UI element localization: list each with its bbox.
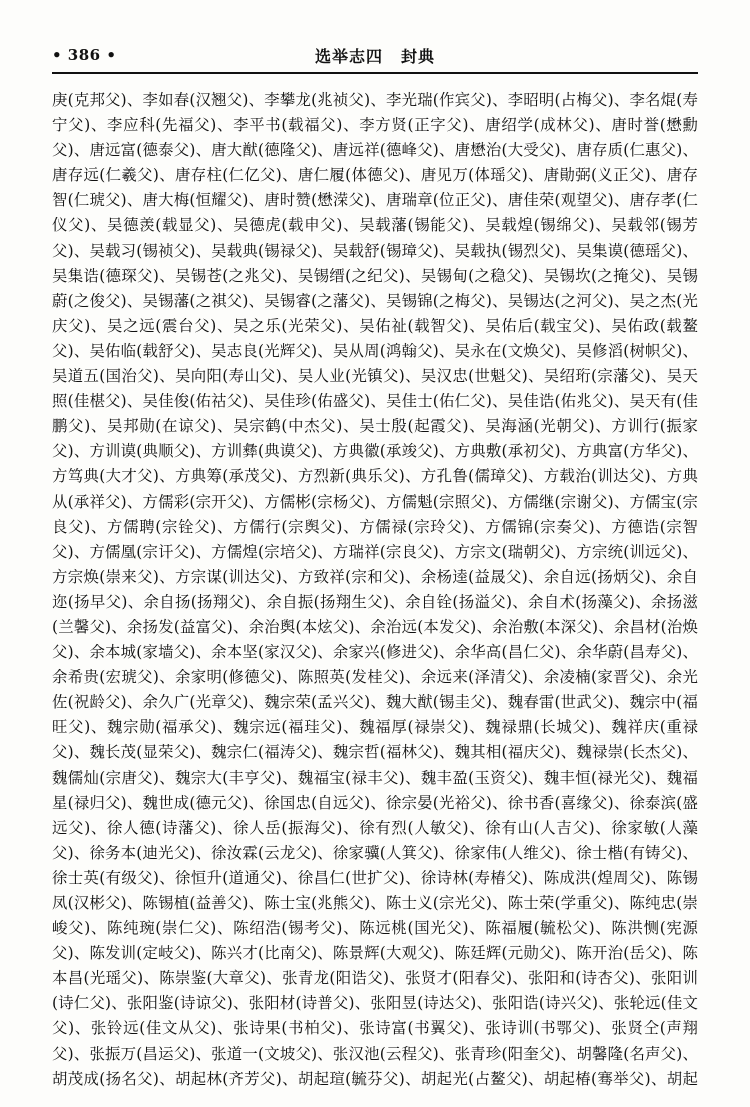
text-line: 唐存远(仁羲父)、唐存柱(仁亿父)、唐仁履(体德父)、唐见万(体瑶父)、唐勛弼(义正父)、唐存 — [52, 166, 698, 185]
text-line: 鹏父)、吴邦勋(在谅父)、吴宗鹤(中杰父)、吴士殷(起霞父)、吴海涵(光朝父)、方训行(振家 — [52, 417, 698, 436]
running-title — [52, 44, 698, 67]
text-line: 蔚(之俊父)、吴锡藩(之祺父)、吴锡睿(之藩父)、吴锡锦(之梅父)、吴锡达(之河父)、吴之杰(光 — [52, 291, 698, 310]
text-line: 父)、方儒凰(宗讦父)、方儒煌(宗培父)、方瑞祥(宗良父)、方宗文(瑞朝父)、方宗统(训远父)、 — [52, 542, 698, 561]
text-line: 宁父)、李应科(先福父)、李平书(载福父)、李方贤(正字父)、唐绍学(成林父)、唐时誉(懋勳 — [52, 116, 698, 135]
text-line: (诗仁父)、张阳鉴(诗谅父)、张阳材(诗普父)、张阳昱(诗达父)、张阳诰(诗兴父)、张轮远(佳文 — [52, 994, 698, 1013]
text-line: 旺父)、魏宗勋(福承父)、魏宗远(福珪父)、魏福厚(禄崇父)、魏禄鼎(长城父)、魏祥庆(重禄 — [52, 718, 698, 737]
text-line: 仪父)、吴德羡(载显父)、吴德虎(载申父)、吴载藩(锡能父)、吴载煌(锡绵父)、吴载邻(锡芳 — [52, 216, 698, 235]
text-line: 庚(克邦父)、李如春(汉翘父)、李攀龙(兆祯父)、李光瑞(作宾父)、李昭明(占梅父)、李名焜(寿 — [52, 91, 698, 109]
text-line: 父)、吴佑临(载舒父)、吴志良(光辉父)、吴从周(鸿翰父)、吴永在(文焕父)、吴修滔(树帜父)、 — [52, 341, 698, 360]
text-line: 良父)、方儒聘(宗铨父)、方儒行(宗舆父)、方儒禄(宗玲父)、方儒锦(宗奏父)、方德诰(宗智 — [52, 517, 698, 536]
text-line: 父)、张振万(昌运父)、张道一(文坡父)、张汉池(云程父)、张青珍(阳奎父)、胡馨隆(名声父)、 — [52, 1044, 698, 1063]
text-line: 庆父)、吴之远(震台父)、吴之乐(光荣父)、吴佑祉(载智父)、吴佑后(载宝父)、吴佑政(载鳌 — [52, 316, 698, 335]
text-line: 吴道五(国治父)、吴向阳(寿山父)、吴人业(光镇父)、吴汉忠(世魁父)、吴绍珩(宗藩父)、吴天 — [52, 367, 698, 386]
text-line: 峻父)、陈纯琬(崇仁父)、陈绍浩(锡考父)、陈远桃(国光父)、陈福履(毓松父)、陈洪恻(宪源 — [52, 919, 698, 938]
text-line: 远父)、徐人德(诗藩父)、徐人岳(振海父)、徐有烈(人敏父)、徐有山(人吉父)、徐家敏(人藻 — [52, 818, 698, 837]
text-line: 父)、唐远富(德泰父)、唐大猷(德隆父)、唐远祥(德峰父)、唐懋治(大受父)、唐存质(仁惠父)、 — [52, 141, 698, 160]
text-line: 星(禄归父)、魏世成(德元父)、徐国忠(自远父)、徐宗晏(光裕父)、徐书香(喜缘父)、徐泰滨(盛 — [52, 793, 698, 812]
section-title: 封典 — [401, 47, 436, 66]
text-line: 智(仁琥父)、唐大梅(恒耀父)、唐时赞(懋溁父)、唐瑞章(位正父)、唐佳荣(观望父)、唐存孝(仁 — [52, 191, 698, 210]
text-line: 父)、吴载习(锡祯父)、吴载典(锡禄父)、吴载舒(锡璋父)、吴载执(锡烈父)、吴集谟(德瑶父)、 — [52, 241, 698, 260]
text-line: (兰馨父)、余扬发(益富父)、余治舆(本炫父)、余治远(本发父)、余治敷(本深父)、余昌材(治焕 — [52, 617, 698, 636]
text-line: 父)、余本城(家墙父)、余本坚(家汉父)、余家兴(修进父)、余华高(昌仁父)、余华蔚(昌寿父)、 — [52, 643, 698, 662]
text-line: 余希贵(宏琥父)、余家明(修德父)、陈照英(发桂父)、余远来(泽清父)、余凌楠(家晋父)、余光 — [52, 668, 698, 687]
text-line: 从(承祥父)、方儒彩(宗开父)、方儒彬(宗杨父)、方儒魁(宗照父)、方儒继(宗谢父)、方儒宝(宗 — [52, 492, 698, 511]
text-line: 本昌(光瑶父)、陈崇鉴(大章父)、张青龙(阳诰父)、张贤才(阳春父)、张阳和(诗杏父)、张阳训 — [52, 969, 698, 988]
text-line: 魏儒灿(宗唐父)、魏宗大(丰亨父)、魏福宝(禄丰父)、魏丰盈(玉资父)、魏丰恒(禄光父)、魏福 — [52, 768, 698, 787]
text-line: 徐士英(有级父)、徐恒升(道通父)、徐昌仁(世扩父)、徐诗林(寿椿父)、陈成洪(煌周父)、陈锡 — [52, 868, 698, 887]
page-number: • 386 • — [52, 46, 117, 64]
text-line: 迩(扬早父)、余自扬(扬翔父)、余自振(扬翔生父)、余自铨(扬溢父)、余自术(扬藻父)、余扬滋 — [52, 592, 698, 611]
text-line: 凤(汉彬父)、陈锡植(益善父)、陈士宝(兆熊父)、陈士义(宗光父)、陈士荣(学重父)、陈纯忠(崇 — [52, 894, 698, 912]
text-line: 父)、陈发训(定岐父)、陈兴才(比南父)、陈景辉(大观父)、陈廷辉(元勋父)、陈开治(岳父)、陈 — [52, 944, 698, 963]
page-header — [52, 42, 698, 72]
text-line: 父)、徐务本(迪光父)、徐汝霖(云龙父)、徐家骥(人箕父)、徐家伟(人维父)、徐士楷(有铸父)、 — [52, 843, 698, 862]
chapter-title: 选举志四 — [314, 47, 383, 66]
text-line: 胡茂成(扬名父)、胡起林(齐芳父)、胡起瑄(毓芬父)、胡起光(占鳌父)、胡起椿(骞举父)、胡起 — [52, 1069, 698, 1088]
body-text — [52, 88, 698, 1092]
text-line: 方笃典(大才父)、方典筹(承茂父)、方烈新(典乐父)、方孔鲁(儒璋父)、方载治(训达父)、方典 — [52, 467, 698, 486]
text-line: 照(佳椹父)、吴佳俊(佑祜父)、吴佳珍(佑盛父)、吴佳士(佑仁父)、吴佳诰(佑兆父)、吴天有(佳 — [52, 392, 698, 411]
header-rule — [52, 72, 698, 74]
text-line: 吴集诰(德琛父)、吴锡苍(之兆父)、吴锡缙(之纪父)、吴锡甸(之稳父)、吴锡坎(之掩父)、吴锡 — [52, 266, 698, 285]
text-line: 父)、张铃远(佳文从父)、张诗果(书柏父)、张诗富(书翼父)、张诗训(书鄂父)、张贤仝(声翔 — [52, 1019, 698, 1038]
text-line: 佐(祝龄父)、余久广(光章父)、魏宗荣(孟兴父)、魏大猷(锡圭父)、魏春雷(世武父)、魏宗中(福 — [52, 693, 698, 712]
text-line: 方宗焕(崇来父)、方宗谋(训达父)、方致祥(宗和父)、余杨逵(益晟父)、余自远(扬炳父)、余自 — [52, 567, 698, 586]
text-line: 父)、魏长茂(显荣父)、魏宗仁(福涛父)、魏宗哲(福林父)、魏其相(福庆父)、魏禄崇(长杰父)、 — [52, 743, 698, 762]
text-line: 父)、方训谟(典顺父)、方训彝(典谟父)、方典徽(承竣父)、方典敷(承初父)、方典富(方华父)、 — [52, 442, 698, 461]
